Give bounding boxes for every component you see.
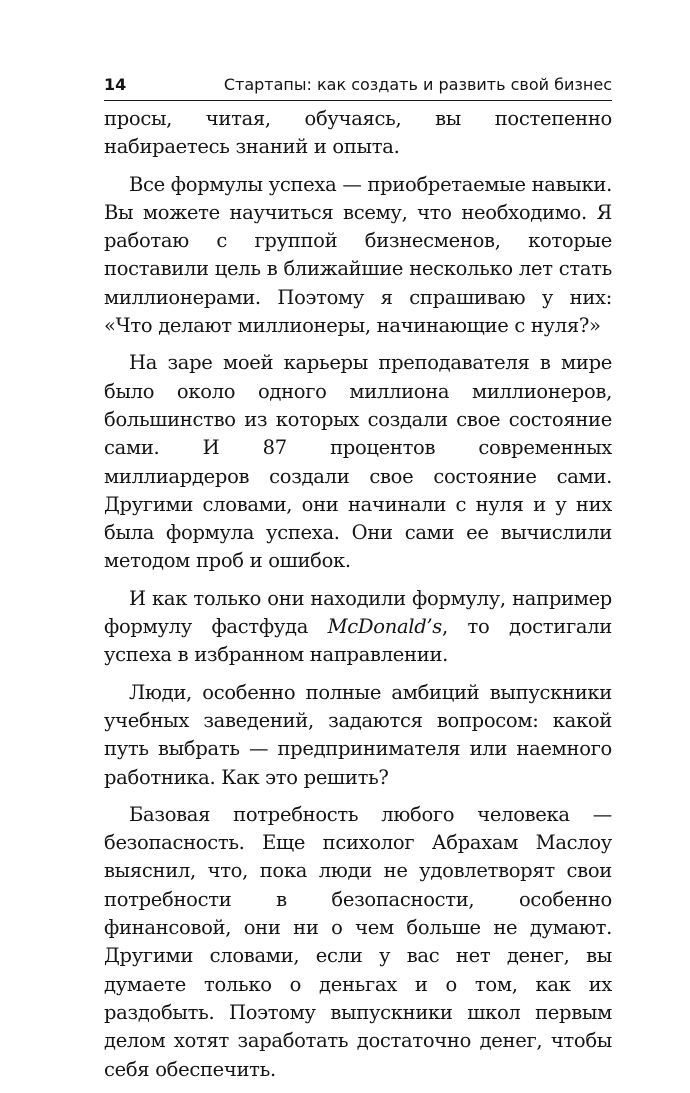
brand-name: McDonald’s [327,615,443,639]
paragraph-millionaires: На заре моей карьеры преподавателя в мире было около одного миллиона миллионеров, большинство из которых создали свое состояние сами. И 87 процентов современных миллиардеров создали свое состояние сами. Другими словами, они начинали с нуля и у них была формула успеха. Они сами ее вычислили методом проб и ошибок. [104,351,612,573]
body-text [104,105,612,1093]
running-head [104,72,612,98]
header-rule [104,100,612,101]
paragraph-continuation: просы, читая, обучаясь, вы постепенно набираетесь знаний и опыта. [104,107,612,159]
paragraph-text: И как только они находили формулу, например формулу фастфуда [104,586,612,639]
paragraph-career-choice: Люди, особенно полные амбиций выпускники учебных заведений, задаются вопросом: какой путь выбрать — предпринимателя или наемного работника. Как это решить? [104,680,612,789]
paragraph-text: , то достигали успеха в избранном направлении. [104,615,612,667]
paragraph-basic-need: Базовая потребность любого человека — безопасность. Еще психолог Абрахам Маслоу выяснил, что, пока люди не удовлетворят свои потребности в безопасности, особенно финансовой, они ни о чем больше не думают. Другими словами, если у вас нет денег, вы думаете только о деньгах и о том, как их раздобыть. Поэтому выпускники школ первым делом хотят заработать достаточно денег, чтобы себя обеспечить. [104,802,612,1081]
running-title: Стартапы: как создать и развить свой бизнес [223,75,612,94]
paragraph-formula-example [104,585,612,670]
paragraph-success-formulas: Все формулы успеха — приобретаемые навыки. Вы можете научиться всему, что необходимо. Я работаю с группой бизнесменов, которые поставили цель в ближайшие несколько лет стать миллионерами. Поэтому я спрашиваю у них: «Что делают миллионеры, начинающие с нуля?» [104,172,612,338]
page-number: 14 [104,75,127,94]
